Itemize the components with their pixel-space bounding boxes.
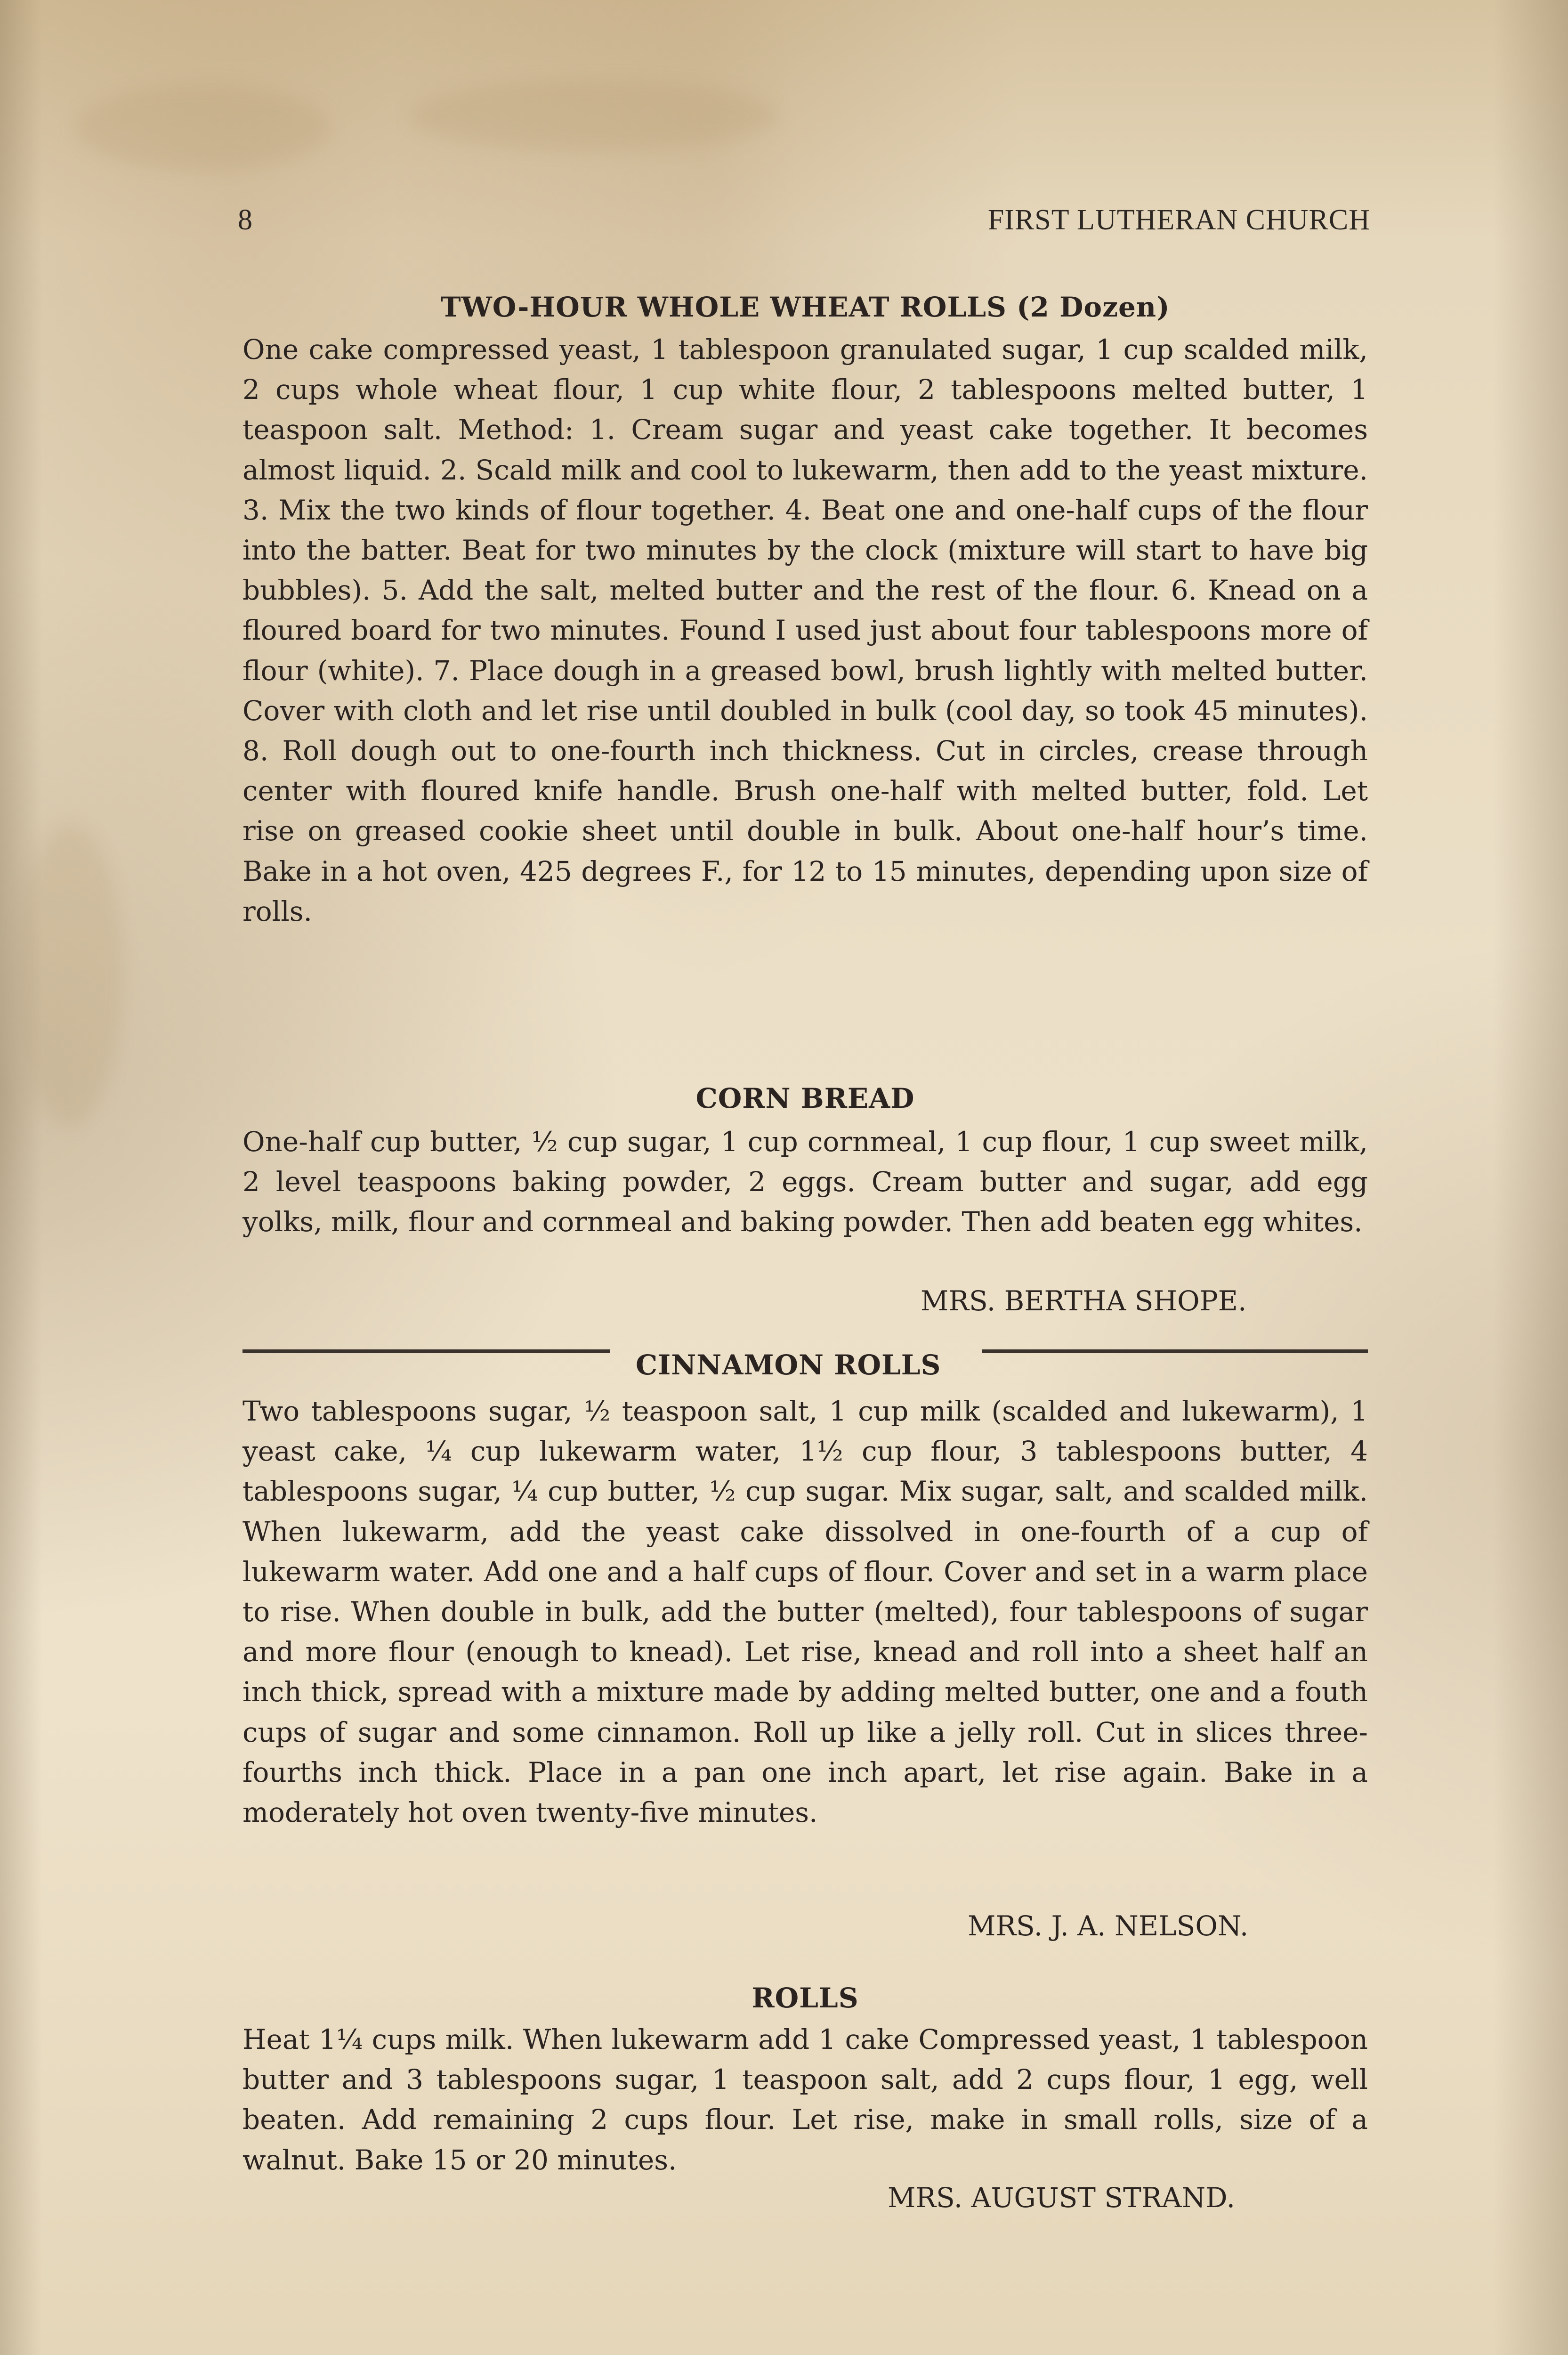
recipe-body-whole-wheat-rolls: One cake compressed yeast, 1 tablespoon granulated sugar, 1 cup scalded milk, 2 cups whole wheat flour, 1 cup white flour, 2 tablespoons melted butter, 1 teaspoon salt. Method: 1. Cream sugar and yeast cake together. It becomes almost liquid. 2. Scald milk and cool to lukewarm, then add to the yeast mixture. 3. Mix the two kinds of flour together. 4. Beat one and one-half cups of the flour into the batter. Beat for two minutes by the clock (mixture will start to have big bubbles). 5. Add the salt, melted butter and the rest of the flour. 6. Knead on a floured board for two minutes. Found I used just about four tablespoons more of flour (white). 7. Place dough in a greased bowl, brush lightly with melted butter. Cover with cloth and let rise until doubled in bulk (cool day, so took 45 minutes). 8. Roll dough out to one-fourth inch thickness. Cut in circles, crease through center with floured knife handle. Brush one-half with melted butter, fold. Let rise on greased cookie sheet until double in bulk. About one-half hour’s time. Bake in a hot oven, 425 degrees F., for 12 to 15 minutes, depending upon size of rolls.	[242, 333, 1368, 927]
recipe-title-cinnamon-rolls: CINNAMON ROLLS	[636, 1349, 941, 1381]
recipe-body-corn-bread: One-half cup butter, ½ cup sugar, 1 cup cornmeal, 1 cup flour, 1 cup sweet milk, 2 level teaspoons baking powder, 2 eggs. Cream butter and sugar, add egg yolks, milk, flour and cornmeal and baking powder. Then add beaten egg whites.	[242, 1126, 1368, 1238]
paper-stain	[410, 80, 777, 151]
page-left-shadow	[0, 0, 42, 2355]
recipe-body-rolls: Heat 1¼ cups milk. When lukewarm add 1 cake Compressed yeast, 1 tablespoon butter and 3 tablespoons sugar, 1 teaspoon salt, add 2 cups flour, 1 egg, well beaten. Add remaining 2 cups flour. Let rise, make in small rolls, size of a walnut. Bake 15 or 20 minutes.	[242, 2023, 1368, 2176]
section-divider-left	[242, 1349, 610, 1353]
paper-stain	[19, 824, 122, 1126]
attribution-cinnamon-rolls: MRS. J. A. NELSON.	[968, 1910, 1249, 1942]
recipe-title-rolls: ROLLS	[752, 1982, 859, 2014]
recipe-title-corn-bread: CORN BREAD	[695, 1082, 915, 1114]
attribution-rolls: MRS. AUGUST STRAND.	[888, 2182, 1236, 2214]
paper-stain	[75, 85, 330, 170]
recipe-body-cinnamon-rolls: Two tablespoons sugar, ½ teaspoon salt, 1 cup milk (scalded and lukewarm), 1 yeast cake, ¼ cup lukewarm water, 1½ cup flour, 3 tablespoons butter, 4 tablespoons sugar, ¼ cup butter, ½ cup sugar. Mix sugar, salt, and scalded milk. When lukewarm, add the yeast cake dissolved in one-fourth of a cup of lukewarm water. Add one and a half cups of flour. Cover and set in a warm place to rise. When double in bulk, add the butter (melted), four tablespoons of sugar and more flour (enough to knead). Let rise, knead and roll into a sheet half an inch thick, spread with a mixture made by adding melted butter, one and a fouth cups of sugar and some cinnamon. Roll up like a jelly roll. Cut in slices three-fourths inch thick. Place in a pan one inch apart, let rise again. Bake in a moderately hot oven twenty-five minutes.	[242, 1395, 1368, 1829]
page-right-shadow	[1493, 0, 1568, 2355]
page-number: 8	[238, 204, 253, 236]
attribution-corn-bread: MRS. BERTHA SHOPE.	[921, 1285, 1247, 1317]
page-header	[238, 203, 1370, 241]
recipe-title-whole-wheat-rolls: TWO-HOUR WHOLE WHEAT ROLLS (2 Dozen)	[440, 291, 1170, 323]
running-title: FIRST LUTHERAN CHURCH	[987, 204, 1370, 236]
section-divider-right	[982, 1349, 1368, 1353]
